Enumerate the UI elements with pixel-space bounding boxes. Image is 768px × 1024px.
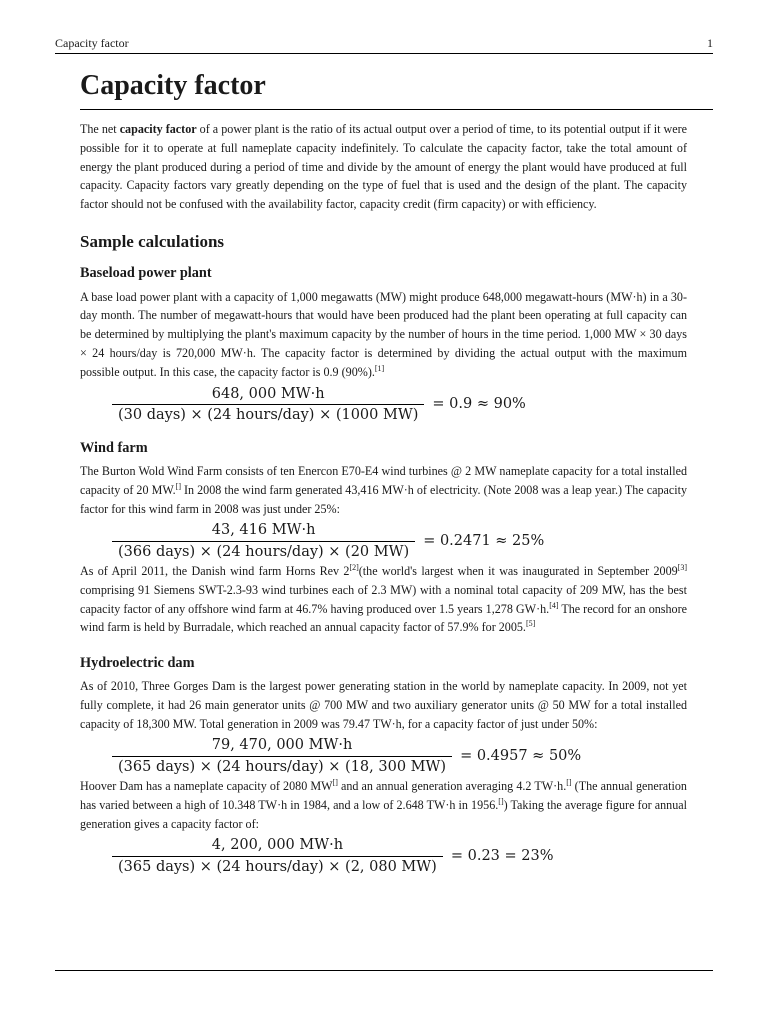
fraction bbox=[112, 385, 424, 426]
baseload-paragraph bbox=[80, 288, 687, 382]
citation-link[interactable]: [] bbox=[498, 796, 504, 806]
wind-paragraph-2 bbox=[80, 562, 687, 637]
equation-result: = 0.2471 ≈ 25% bbox=[423, 533, 545, 550]
denominator: (365 days) × (24 hours/day) × (18, 300 MW) bbox=[112, 756, 452, 777]
citation-link[interactable]: [] bbox=[566, 777, 572, 787]
baseload-text: A base load power plant with a capacity of 1,000 megawatts (MW) might produce 648,000 megawatt-hours (MW·h) in a 30-day month. The number of megawatt-hours that would have been produced had the plant been operating at full capacity can be determined by multiplying the plant's maximum capacity by the number of hours in the time period. 1,000 MW × 30 days × 24 hours/day is 720,000 MW·h. The capacity factor is determined by dividing the actual output with the maximum possible output. In this case, the capacity factor is 0.9 (90%). bbox=[80, 289, 687, 379]
denominator: (366 days) × (24 hours/day) × (20 MW) bbox=[112, 541, 415, 562]
footer-rule bbox=[55, 970, 713, 971]
fraction bbox=[112, 836, 443, 877]
denominator: (365 days) × (24 hours/day) × (2, 080 MW) bbox=[112, 856, 443, 877]
hydro-paragraph-2 bbox=[80, 777, 687, 833]
equation-baseload bbox=[112, 385, 687, 426]
header-rule bbox=[55, 53, 713, 54]
intro-term: capacity factor bbox=[119, 122, 197, 136]
numerator: 43, 416 MW·h bbox=[211, 522, 316, 539]
citation-link[interactable]: [5] bbox=[525, 619, 536, 629]
wind-paragraph-1 bbox=[80, 462, 687, 518]
citation-link[interactable]: [4] bbox=[549, 600, 559, 610]
hydro-paragraph-1: As of 2010, Three Gorges Dam is the largest power generating station in the world by nameplate capacity. In 2009, not yet fully complete, it had 26 main generator units @ 700 MW and two auxiliary generator units @ 50 MW for a total installed capacity of 18,300 MW. Total generation in 2009 was 79.47 TW·h, for a capacity factor of just under 50%: bbox=[80, 678, 687, 731]
hydro-text: (The annual generation has varied between a high of 10.348 TW·h in 1984, and a low of 2.648 TW·h in 1956. bbox=[80, 778, 687, 812]
numerator: 4, 200, 000 MW·h bbox=[211, 837, 344, 854]
fraction bbox=[112, 521, 415, 562]
running-title: Capacity factor bbox=[55, 36, 129, 50]
intro-text: The net bbox=[80, 122, 120, 136]
equation-result: = 0.9 ≈ 90% bbox=[432, 396, 526, 413]
wind-text: The record for an onshore wind farm is held by Burradale, which reached an annual capacity factor of 57.9% for 2005. bbox=[80, 601, 687, 635]
intro-text-rest: of a power plant is the ratio of its actual output over a period of time, to its potential output if it were possible for it to operate at full nameplate capacity indefinitely. To calculate the capacity factor, take the total amount of energy the plant produced during a period of time and divide by the amount of energy the plant would have produced at full capacity. Capacity factors vary greatly depending on the type of fuel that is used and the design of the plant. The capacity factor should not be confused with the availability factor, capacity credit (firm capacity) or with efficiency. bbox=[80, 122, 687, 212]
subsection-heading-hydroelectric: Hydroelectric dam bbox=[80, 655, 195, 672]
subsection-heading-baseload: Baseload power plant bbox=[80, 264, 212, 281]
wind-text: In 2008 the wind farm generated 43,416 MW·h of electricity. (Note 2008 was a leap year.) The capacity factor for this wind farm in 2008 was just under 25%: bbox=[80, 482, 687, 516]
equation-result: = 0.23 = 23% bbox=[450, 848, 554, 865]
hydro-text: ) Taking the average figure for annual generation gives a capacity factor of: bbox=[80, 797, 687, 831]
page-number: 1 bbox=[707, 36, 713, 50]
article-body bbox=[80, 120, 687, 877]
equation-hoover bbox=[112, 836, 687, 877]
citation-link[interactable]: [2] bbox=[349, 562, 359, 572]
citation-link[interactable]: [1] bbox=[374, 363, 385, 373]
page-title: Capacity factor bbox=[80, 70, 266, 101]
numerator: 79, 470, 000 MW·h bbox=[211, 737, 353, 754]
wind-text: As of April 2011, the Danish wind farm Horns Rev 2 bbox=[80, 563, 350, 578]
title-rule bbox=[80, 109, 713, 110]
subsection-heading-wind-farm: Wind farm bbox=[80, 440, 148, 457]
citation-link[interactable]: [] bbox=[332, 777, 338, 787]
denominator: (30 days) × (24 hours/day) × (1000 MW) bbox=[112, 404, 424, 425]
wind-text: comprising 91 Siemens SWT-2.3-93 wind turbines each of 2.3 MW) with a nominal total capacity of 209 MW, has the best capacity factor of any offshore wind farm at 46.7% having produced over 1.5 years 1,278 GW·h. bbox=[80, 582, 687, 616]
wind-text: (the world's largest when it was inaugurated in September 2009 bbox=[358, 563, 678, 578]
hydro-text: Hoover Dam has a nameplate capacity of 2080 MW bbox=[80, 778, 333, 793]
equation-result: = 0.4957 ≈ 50% bbox=[460, 748, 582, 765]
wind-text: The Burton Wold Wind Farm consists of ten Enercon E70-E4 wind turbines @ 2 MW nameplate capacity for a total installed capacity of 20 MW. bbox=[80, 463, 687, 497]
numerator: 648, 000 MW·h bbox=[211, 385, 325, 402]
citation-link[interactable]: [] bbox=[175, 481, 181, 491]
equation-wind bbox=[112, 521, 687, 562]
fraction bbox=[112, 736, 452, 777]
citation-link[interactable]: [3] bbox=[677, 562, 687, 572]
hydro-text: and an annual generation averaging 4.2 TW·h. bbox=[337, 778, 567, 793]
equation-three-gorges bbox=[112, 736, 687, 777]
intro-paragraph bbox=[80, 120, 687, 214]
section-heading-sample-calculations: Sample calculations bbox=[80, 231, 225, 251]
